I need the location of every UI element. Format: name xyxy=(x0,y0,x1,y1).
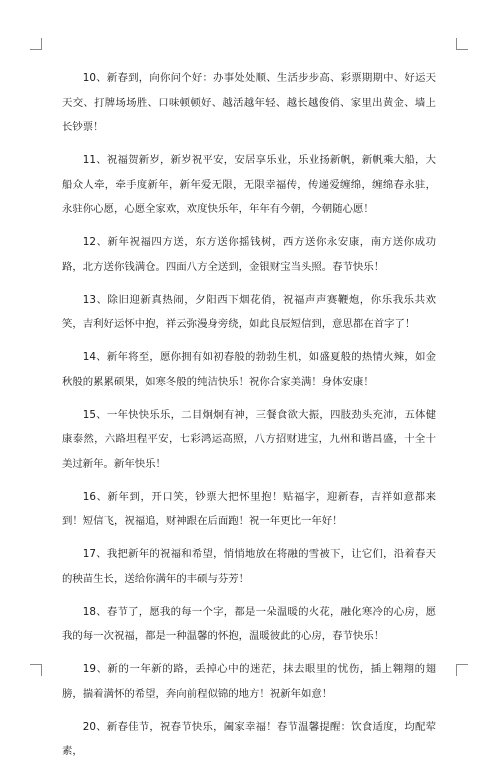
paragraph-16: 16、新年到，开口笑，钞票大把怀里抱！贴福字，迎新春，吉祥如意都来到！短信飞，祝福追，财神跟在后面跑！祝一年更比一年好！ xyxy=(62,490,436,527)
paragraph-12: 12、新年祝福四方送，东方送你摇钱树，西方送你永安康，南方送你成功路，北方送你钱满仓。四面八方全送到，金银财宝当头照。春节快乐！ xyxy=(62,236,436,273)
paragraph-20: 20、新春佳节，祝春节快乐，阖家幸福！春节温馨提醒：饮食适度，均配荤素， xyxy=(62,720,436,757)
paragraph-19: 19、新的一年新的路，丢掉心中的迷茫，抹去眼里的忧伤，插上翱翔的翅膀，揣着满怀的希望，奔向前程似锦的地方！祝新年如意！ xyxy=(62,663,436,700)
paragraph-11: 11、祝福贺新岁，新岁祝平安，安居享乐业，乐业扬新帆，新帆乘大船，大船众人牵，牵手度新年，新年爱无限，无限幸福传，传递爱缠绵，缠绵春永驻，永驻你心愿，心愿全家欢，欢度快乐年，年年有今朝，今朝随心愿！ xyxy=(62,154,436,215)
paragraph-13: 13、除旧迎新真热闹，夕阳西下烟花俏，祝福声声赛鞭炮，你乐我乐共欢笑，吉利好运怀中抱，祥云弥漫身旁绕，如此良辰短信到，意思都在首字了！ xyxy=(62,293,436,330)
paragraph-15: 15、一年快快乐乐，二目炯炯有神，三餐食欲大振，四肢劲头充沛，五体健康泰然，六路坦程平安，七彩鸿运高照，八方招财进宝，九州和谐昌盛，十全十美过新年。新年快乐！ xyxy=(62,408,436,470)
paragraph-14: 14、新年将至，愿你拥有如初春般的勃勃生机，如盛夏般的热情火辣，如金秋般的累累硕果，如寒冬般的纯洁快乐！祝你合家美满！身体安康！ xyxy=(62,351,436,388)
crop-mark-top-left xyxy=(30,38,42,50)
crop-mark-bottom-left xyxy=(30,664,42,676)
crop-mark-bottom-right xyxy=(456,664,468,676)
paragraph-17: 17、我把新年的祝福和希望，悄悄地放在将融的雪被下，让它们，沿着春天的秧苗生长，送给你满年的丰硕与芬芳！ xyxy=(62,548,436,585)
paragraph-10: 10、新春到，向你问个好：办事处处顺、生活步步高、彩票期期中、好运天天交、打牌场场胜、口味顿顿好、越活越年轻、越长越俊俏、家里出黄金、墙上长钞票！ xyxy=(62,72,436,133)
paragraph-18: 18、春节了，愿我的每一个字，都是一朵温暖的火花，融化寒冷的心房，愿我的每一次祝福，都是一种温馨的怀抱，温暖彼此的心房，春节快乐！ xyxy=(62,605,436,642)
crop-mark-top-right xyxy=(456,38,468,50)
document-body xyxy=(62,66,436,772)
